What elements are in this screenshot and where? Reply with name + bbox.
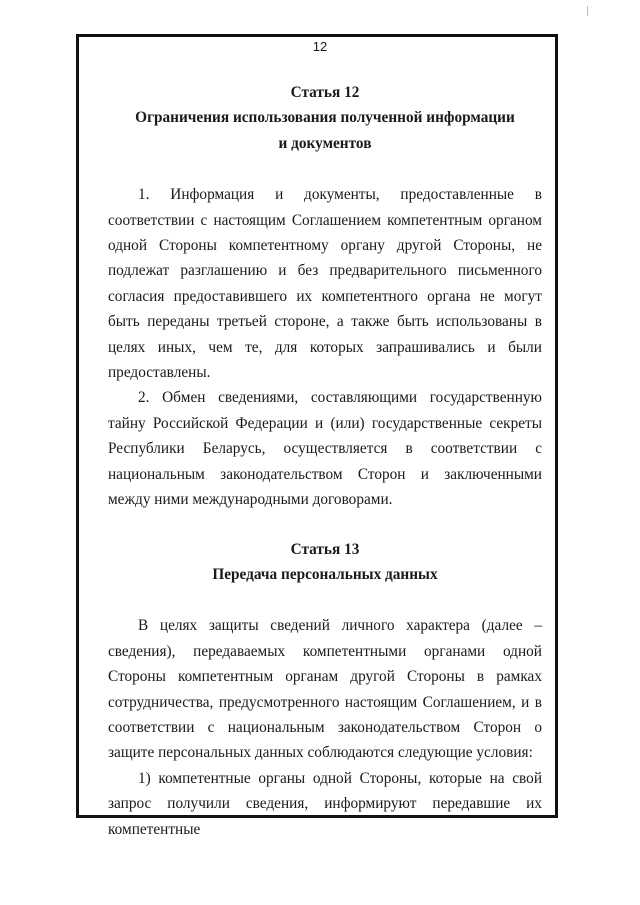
article-12 [108,80,542,513]
spacer [108,156,542,182]
spacer [108,513,542,537]
article-13-paragraph-1: В целях защиты сведений личного характера (далее – сведения), передаваемых компетентными органами одной Стороны компетентным органам другой Стороны в рамках сотрудничества, предусмотренного настоящим Соглашением, и в соответствии с национальным законодательством Сторон о защите персональных данных соблюдаются следующие условия: [108,617,542,762]
page-number: 12 [312,39,328,54]
document-body [108,64,542,842]
article-12-subtitle-line-2: и документов [278,134,372,152]
article-13 [108,537,542,842]
article-13-paragraph-2: 1) компетентные органы одной Стороны, которые на свой запрос получили сведения, информируют передавшие их компетентные [108,769,542,838]
article-12-paragraph-1: 1. Информация и документы, предоставленные в соответствии с настоящим Соглашением компетентным органом одной Стороны компетентному органу другой Стороны, не подлежат разглашению и без предварительного письменного согласия предоставившего их компетентного органа не могут быть переданы третьей стороне, а также быть использованы в целях иных, чем те, для которых запрашивались и были предоставлены. [108,186,542,382]
spacer [108,587,542,613]
scan-edge-mark [587,6,588,16]
article-13-subtitle: Передача персональных данных [212,565,438,583]
article-13-title: Статья 13 [290,540,360,558]
article-12-paragraph-2: 2. Обмен сведениями, составляющими государственную тайну Российской Федерации и (или) государственные секреты Республики Беларусь, осуществляется в соответствии с национальным законодательством Сторон и заключенными между ними международными договорами. [108,389,542,509]
article-12-subtitle-line-1: Ограничения использования полученной информации [135,109,515,127]
article-12-title: Статья 12 [290,84,360,101]
